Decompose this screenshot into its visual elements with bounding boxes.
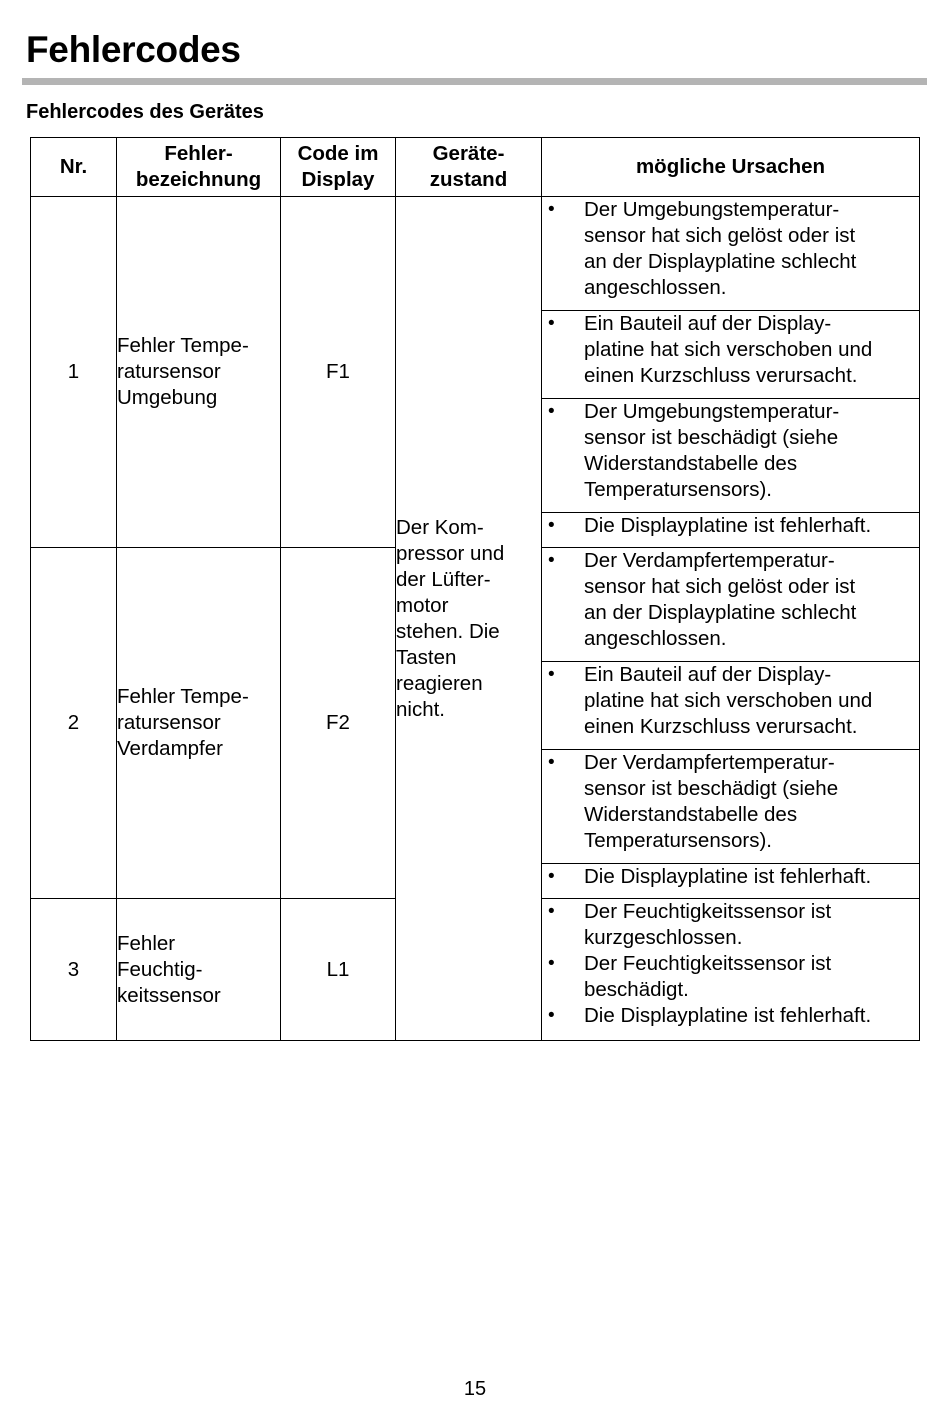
page-number: 15 [463, 1378, 487, 1400]
section-title: Fehlercodes des Gerätes [26, 101, 264, 123]
cause-item: • Die Displayplatine ist fehlerhaft. [542, 1003, 919, 1029]
header-state: Geräte- zustand [396, 138, 542, 197]
error-code-table [30, 137, 920, 1041]
cause-item: • Die Displayplatine ist fehlerhaft. [542, 513, 920, 548]
row-2-nr: 2 [31, 548, 117, 899]
title-rule [22, 78, 927, 85]
row-2-code: F2 [281, 548, 396, 899]
header-nr: Nr. [31, 138, 117, 197]
header-causes: mögliche Ursachen [542, 138, 920, 197]
row-1-code: F1 [281, 197, 396, 548]
row-1-nr: 1 [31, 197, 117, 548]
cause-item: • Der Feuchtigkeitssensor ist kurzgeschlossen. [542, 899, 919, 951]
row-3-name: Fehler Feuchtig- keitssensor [117, 899, 281, 1041]
row-3-code: L1 [281, 899, 396, 1041]
row-3-nr: 3 [31, 899, 117, 1041]
row-2-name: Fehler Tempe- ratursensor Verdampfer [117, 548, 281, 899]
page-title: Fehlercodes [26, 29, 241, 70]
cause-item: • Der Umgebungstemperatur- sensor hat sich gelöst oder ist an der Displayplatine schlecht angeschlossen. [542, 197, 920, 311]
table-header-row [31, 138, 920, 197]
cause-item: • Der Verdampfertemperatur- sensor hat sich gelöst oder ist an der Displayplatine schlecht angeschlossen. [542, 548, 920, 662]
cause-item: • Ein Bauteil auf der Display- platine hat sich verschoben und einen Kurzschluss verursacht. [542, 662, 920, 750]
cause-item: • Der Feuchtigkeitssensor ist beschädigt. [542, 951, 919, 1003]
header-name: Fehler- bezeichnung [117, 138, 281, 197]
cause-item: • Der Umgebungstemperatur- sensor ist beschädigt (siehe Widerstandstabelle des Temperatursensors). [542, 399, 920, 513]
cause-list [542, 899, 920, 1041]
cause-item: • Der Verdampfertemperatur- sensor ist beschädigt (siehe Widerstandstabelle des Temperatursensors). [542, 750, 920, 864]
row-1-name: Fehler Tempe- ratursensor Umgebung [117, 197, 281, 548]
shared-device-state: Der Kom- pressor und der Lüfter- motor stehen. Die Tasten reagieren nicht. [396, 197, 542, 1041]
cause-item: • Ein Bauteil auf der Display- platine hat sich verschoben und einen Kurzschluss verursacht. [542, 311, 920, 399]
table-row [31, 197, 920, 311]
cause-item: • Die Displayplatine ist fehlerhaft. [542, 864, 920, 899]
header-code: Code im Display [281, 138, 396, 197]
